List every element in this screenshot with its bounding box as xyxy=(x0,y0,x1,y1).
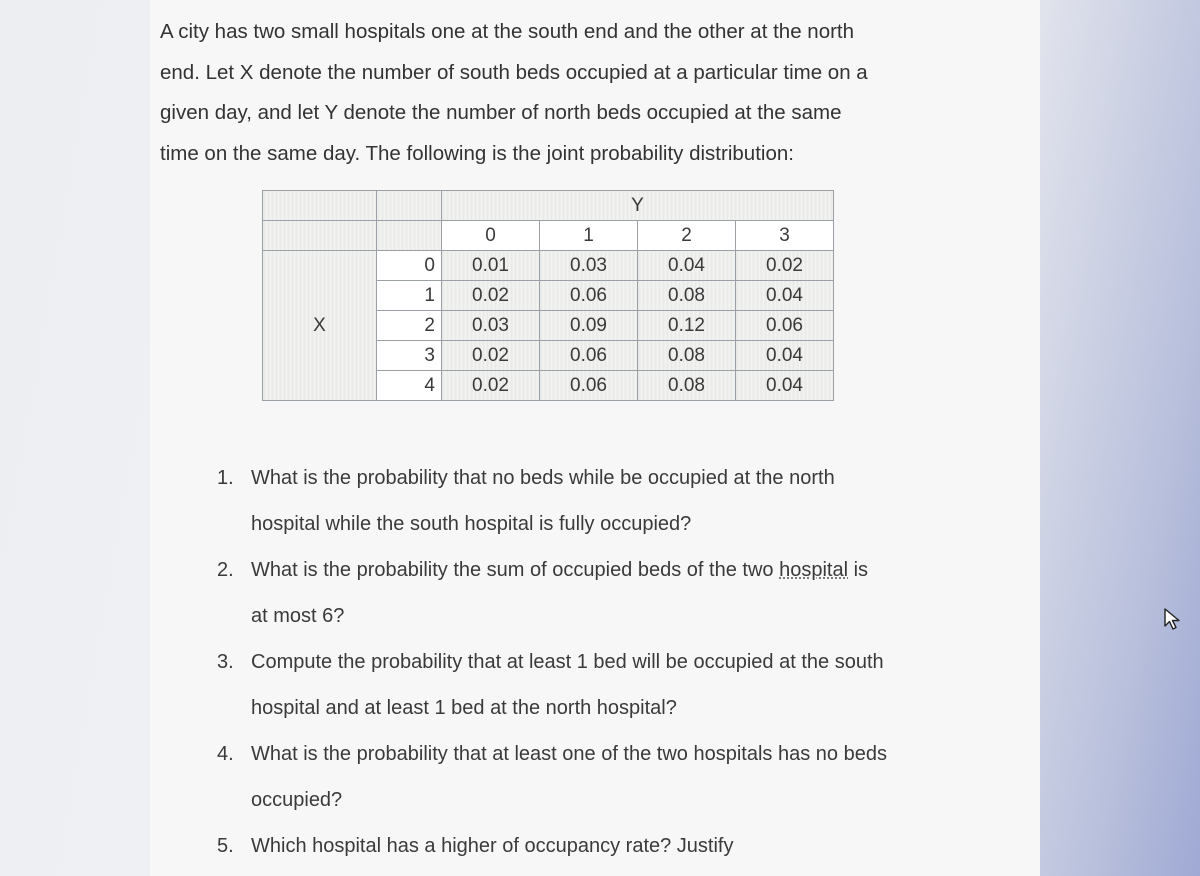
probability-cell: 0.03 xyxy=(442,311,540,341)
joint-distribution-table xyxy=(262,190,834,401)
table-row xyxy=(263,251,834,281)
probability-cell: 0.06 xyxy=(540,341,638,371)
probability-cell: 0.06 xyxy=(540,281,638,311)
x-value-header: 4 xyxy=(377,371,442,401)
question-number: 2. xyxy=(217,559,234,581)
question-item xyxy=(217,646,1017,738)
y-value-header: 3 xyxy=(736,221,834,251)
problem-statement xyxy=(160,12,1000,174)
question-item xyxy=(217,830,1017,876)
table-corner xyxy=(377,191,442,221)
question-text: Compute the probability that at least 1 bed will be occupied at the south xyxy=(251,651,884,673)
x-value-header: 2 xyxy=(377,311,442,341)
question-list xyxy=(217,462,1017,876)
probability-cell: 0.04 xyxy=(736,341,834,371)
probability-cell: 0.08 xyxy=(638,281,736,311)
x-variable-header: X xyxy=(263,251,377,401)
probability-cell: 0.06 xyxy=(736,311,834,341)
question-number: 4. xyxy=(217,743,234,765)
spellcheck-word: hospital xyxy=(779,559,849,581)
probability-cell: 0.02 xyxy=(442,371,540,401)
question-text: is xyxy=(848,559,869,581)
probability-cell: 0.12 xyxy=(638,311,736,341)
mouse-pointer-icon xyxy=(1162,607,1184,631)
table-corner xyxy=(377,221,442,251)
question-text: hospital and at least 1 bed at the north hospital? xyxy=(251,697,677,719)
question-text: What is the probability the sum of occupied beds of the two xyxy=(251,559,780,581)
x-value-header: 1 xyxy=(377,281,442,311)
probability-cell: 0.02 xyxy=(736,251,834,281)
probability-cell: 0.03 xyxy=(540,251,638,281)
table-corner xyxy=(263,191,377,221)
intro-line: given day, and let Y denote the number of north beds occupied at the same xyxy=(160,101,842,124)
table-corner xyxy=(263,221,377,251)
question-text: occupied? xyxy=(251,789,343,811)
x-value-header: 0 xyxy=(377,251,442,281)
probability-cell: 0.08 xyxy=(638,341,736,371)
probability-cell: 0.02 xyxy=(442,281,540,311)
question-text: hospital while the south hospital is fully occupied? xyxy=(251,513,692,535)
probability-cell: 0.06 xyxy=(540,371,638,401)
probability-cell: 0.08 xyxy=(638,371,736,401)
question-text: What is the probability that at least one of the two hospitals has no beds xyxy=(251,743,887,765)
question-number: 1. xyxy=(217,467,234,489)
question-text: Which hospital has a higher of occupancy rate? Justify xyxy=(251,835,734,857)
probability-cell: 0.02 xyxy=(442,341,540,371)
question-number: 3. xyxy=(217,651,234,673)
probability-cell: 0.04 xyxy=(736,371,834,401)
y-value-header: 2 xyxy=(638,221,736,251)
intro-line: A city has two small hospitals one at the south end and the other at the north xyxy=(160,20,855,43)
question-item xyxy=(217,554,1017,646)
question-text: at most 6? xyxy=(251,605,345,627)
probability-cell: 0.01 xyxy=(442,251,540,281)
y-value-header: 1 xyxy=(540,221,638,251)
probability-cell: 0.09 xyxy=(540,311,638,341)
x-value-header: 3 xyxy=(377,341,442,371)
intro-line: time on the same day. The following is the joint probability distribution: xyxy=(160,141,794,165)
question-text: What is the probability that no beds while be occupied at the north xyxy=(251,467,835,489)
intro-line: end. Let X denote the number of south beds occupied at a particular time on a xyxy=(160,60,868,84)
question-item xyxy=(217,462,1017,554)
question-number: 5. xyxy=(217,835,234,857)
y-variable-header: Y xyxy=(442,191,834,221)
y-value-header: 0 xyxy=(442,221,540,251)
question-item xyxy=(217,738,1017,830)
probability-cell: 0.04 xyxy=(638,251,736,281)
probability-cell: 0.04 xyxy=(736,281,834,311)
